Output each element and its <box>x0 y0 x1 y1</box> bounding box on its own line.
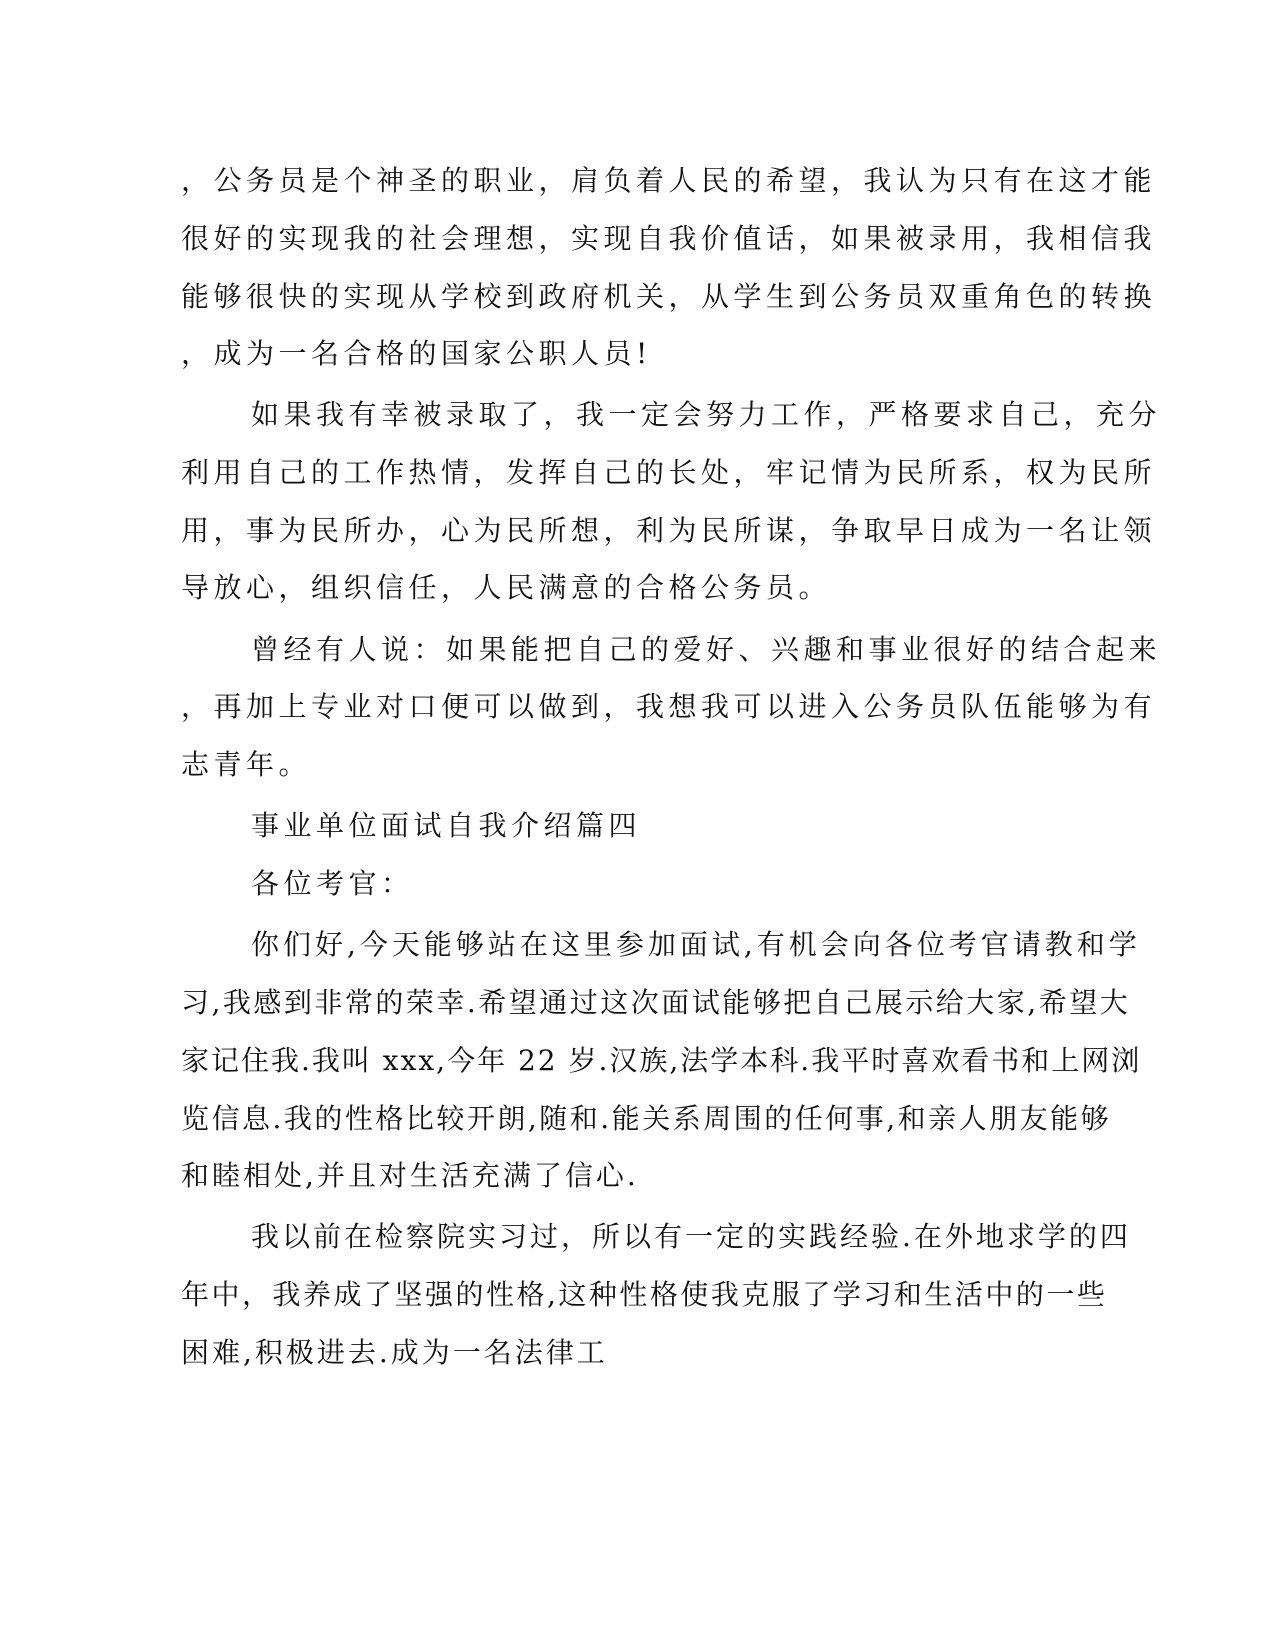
paragraph-first-line: 曾经有人说：如果能把自己的爱好、兴趣和事业很好的结合起来 <box>251 633 1162 666</box>
text-line: 年中，我养成了坚强的性格,这种性格使我克服了学习和生活中的一些 <box>181 1278 1108 1311</box>
paragraph-first-line: 如果我有幸被录取了，我一定会努力工作，严格要求自己，充分 <box>251 398 1162 431</box>
text-line: 用，事为民所办，心为民所想，利为民所谋，争取早日成为一名让领 <box>181 514 1157 547</box>
text-line: 和睦相处,并且对生活充满了信心. <box>181 1159 639 1192</box>
text-line: 利用自己的工作热情，发挥自己的长处，牢记情为民所系，权为民所 <box>181 456 1157 489</box>
text-line: ，公务员是个神圣的职业，肩负着人民的希望，我认为只有在这才能 <box>181 164 1157 197</box>
text-line: 导放心，组织信任，人民满意的合格公务员。 <box>181 571 832 604</box>
text-line: 家记住我.我叫 xxx,今年 22 岁.汉族,法学本科.我平时喜欢看书和上网浏 <box>181 1044 1142 1077</box>
text-line: ，再加上专业对口便可以做到，我想我可以进入公务员队伍能够为有 <box>181 690 1157 723</box>
text-line: 能够很快的实现从学校到政府机关，从学生到公务员双重角色的转换 <box>181 280 1157 313</box>
salutation: 各位考官： <box>251 867 414 900</box>
text-line: ，成为一名合格的国家公职人员! <box>181 337 652 370</box>
text-line: 览信息.我的性格比较开朗,随和.能关系周围的任何事,和亲人朋友能够 <box>181 1102 1112 1135</box>
text-line: 志青年。 <box>181 748 312 781</box>
text-line: 很好的实现我的社会理想，实现自我价值话，如果被录用，我相信我 <box>181 222 1157 255</box>
paragraph-first-line: 我以前在检察院实习过，所以有一定的实践经验.在外地求学的四 <box>251 1220 1131 1253</box>
section-heading: 事业单位面试自我介绍篇四 <box>251 809 642 842</box>
text-line: 困难,积极进去.成为一名法律工 <box>181 1336 608 1369</box>
text-line: 习,我感到非常的荣幸.希望通过这次面试能够把自己展示给大家,希望大 <box>181 986 1131 1019</box>
paragraph-first-line: 你们好,今天能够站在这里参加面试,有机会向各位考官请教和学 <box>251 928 1141 961</box>
